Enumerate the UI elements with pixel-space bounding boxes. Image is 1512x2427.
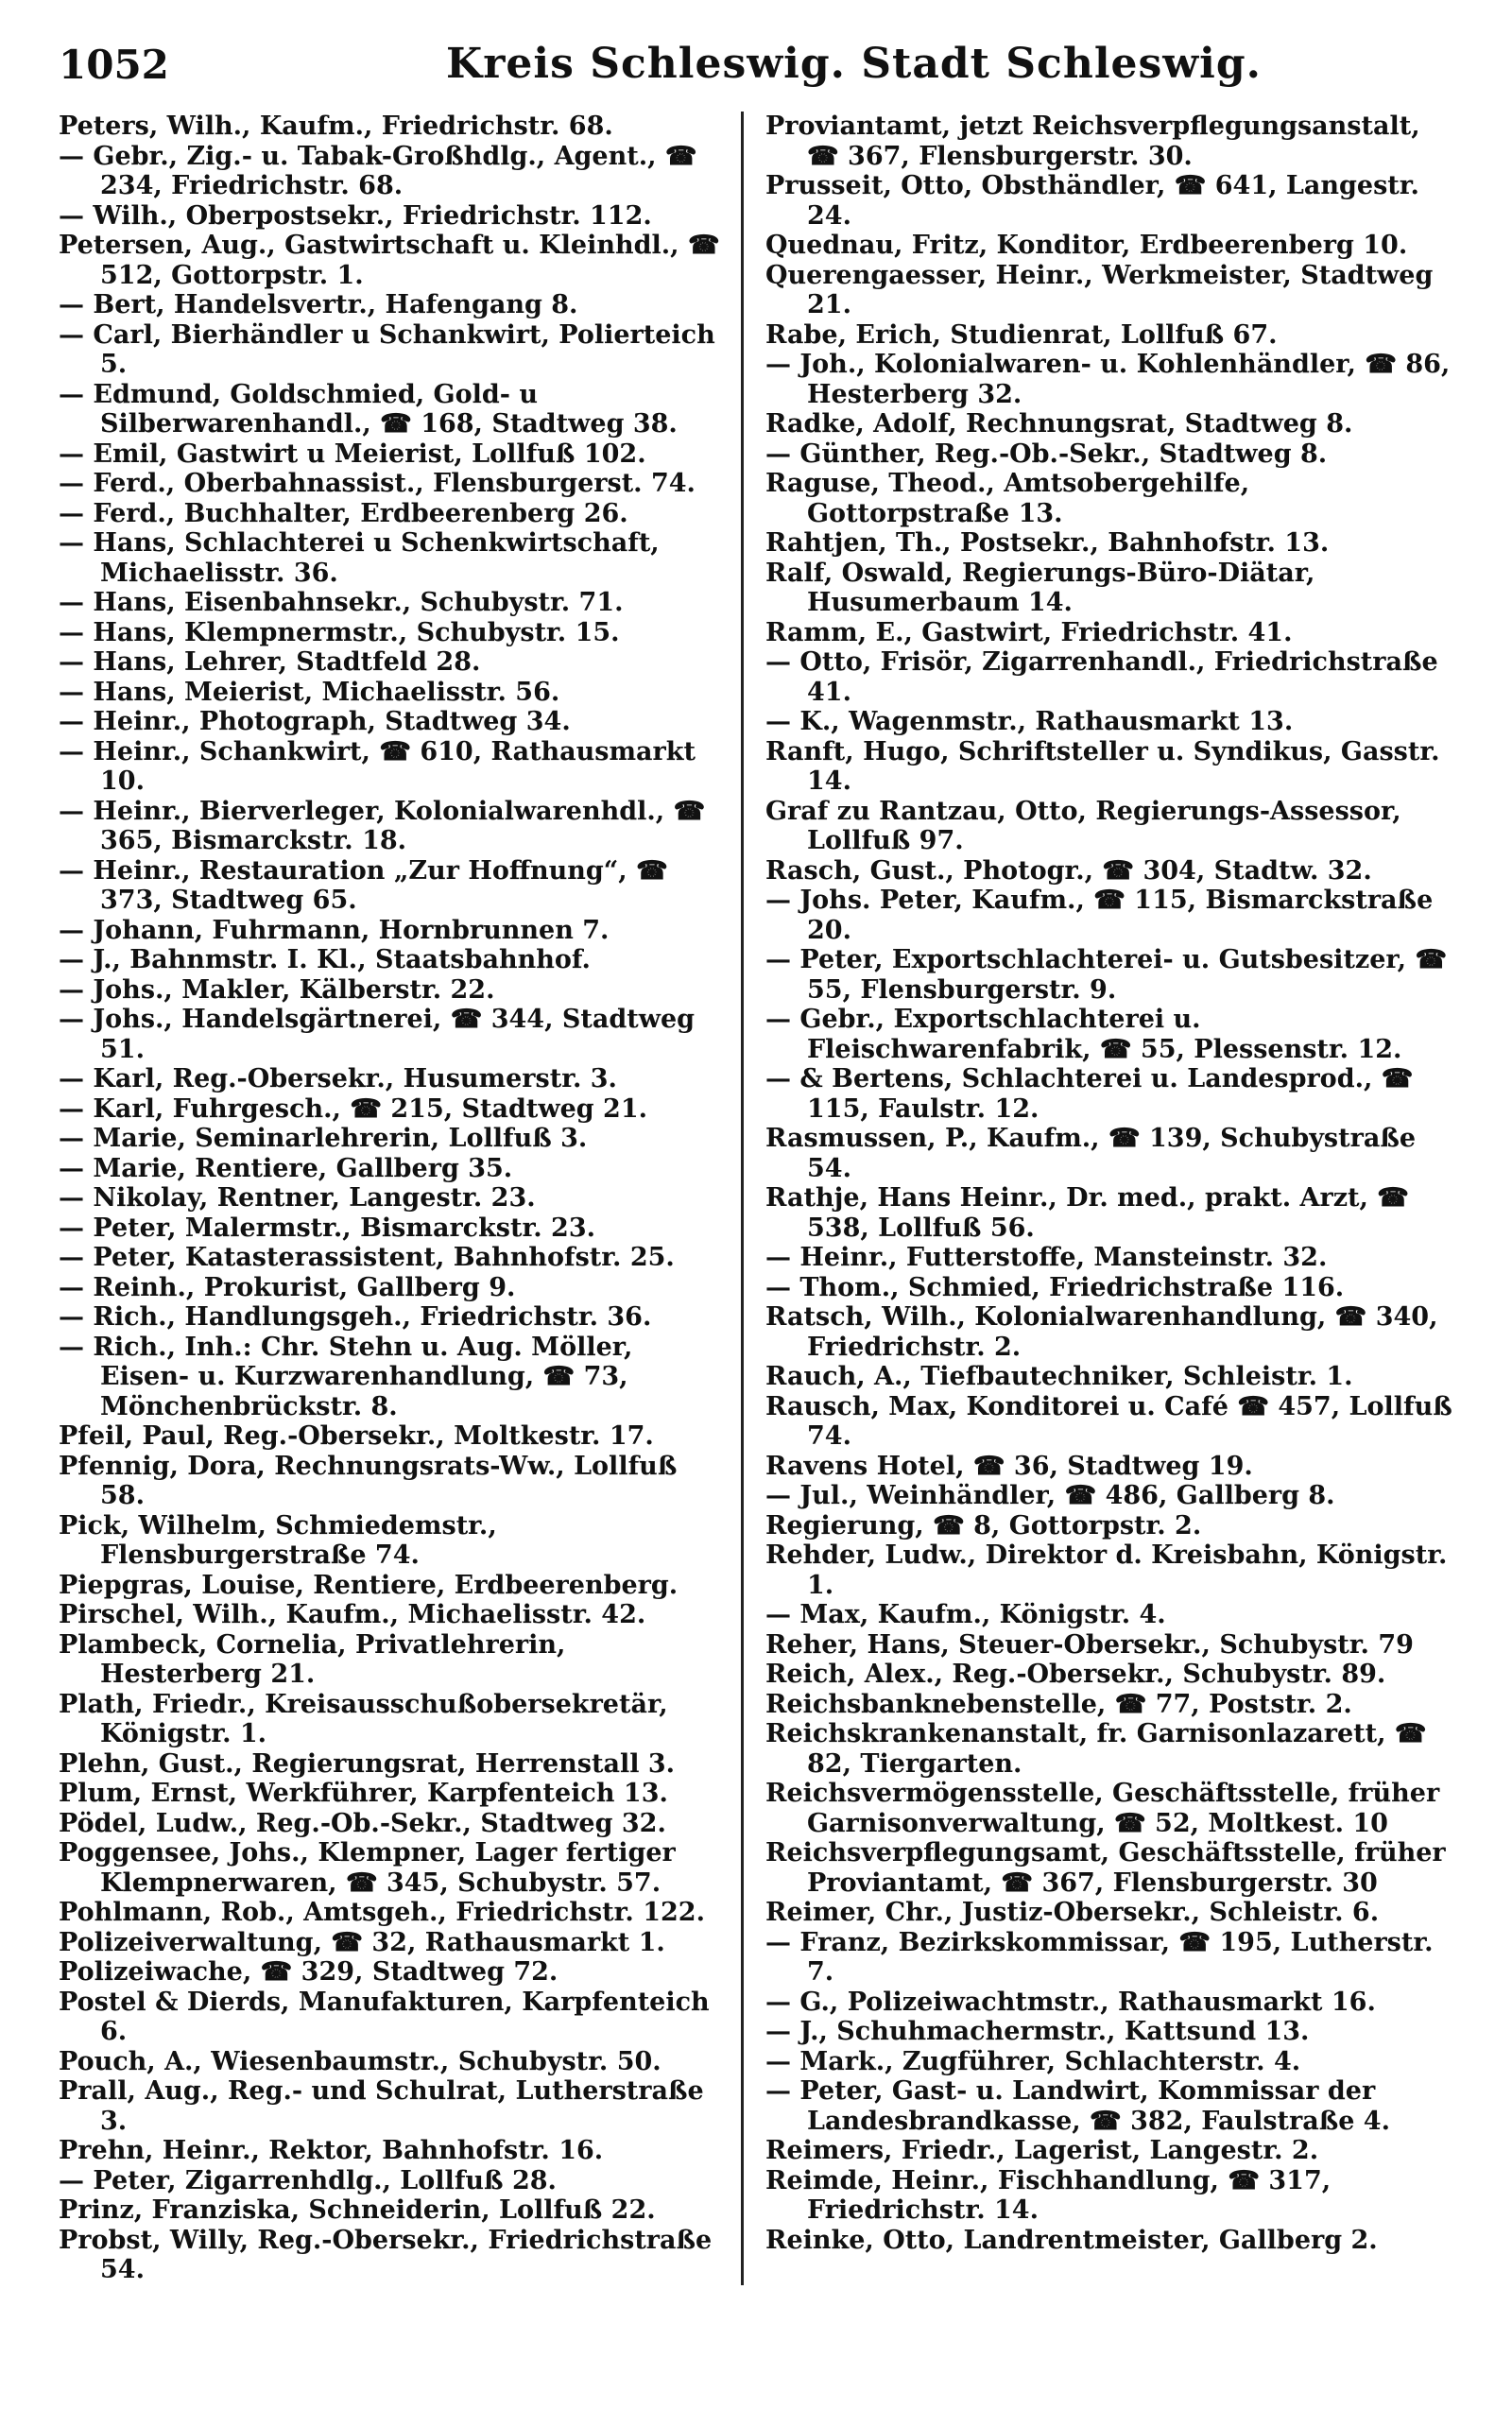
directory-entry: — J., Schuhmachermstr., Kattsund 13. <box>765 2017 1310 2046</box>
directory-entry: Rehder, Ludw., Direktor d. Kreisbahn, Königstr. 1. <box>765 1541 1448 1600</box>
directory-entry: — Hans, Schlachterei u Schenkwirtschaft, Michaelisstr. 36. <box>59 528 660 588</box>
directory-entry: — Jul., Weinhändler, ☎ 486, Gallberg 8. <box>765 1481 1335 1510</box>
directory-entry: Probst, Willy, Reg.-Obersekr., Friedrichstraße 54. <box>59 2225 713 2284</box>
directory-entry: — Carl, Bierhändler u Schankwirt, Polierteich 5. <box>59 319 715 379</box>
directory-entry: — Hans, Meierist, Michaelisstr. 56. <box>59 677 560 707</box>
directory-entry: Pohlmann, Rob., Amtsgeh., Friedrichstr. 122. <box>59 1898 705 1927</box>
directory-entry: Radke, Adolf, Rechnungsrat, Stadtweg 8. <box>765 409 1353 439</box>
directory-entry: Postel & Dierds, Manufakturen, Karpfenteich 6. <box>59 1987 710 2046</box>
directory-entry: Rauch, A., Tiefbautechniker, Schleistr. 1. <box>765 1362 1353 1391</box>
directory-entry: Querengaesser, Heinr., Werkmeister, Stadtweg 21. <box>765 260 1434 319</box>
directory-entry: Piepgras, Louise, Rentiere, Erdbeerenberg. <box>59 1570 679 1600</box>
directory-entry: — Joh., Kolonialwaren- u. Kohlenhändler, ☎ 86, Hesterberg 32. <box>765 350 1451 409</box>
directory-entry: Pödel, Ludw., Reg.-Ob.-Sekr., Stadtweg 32. <box>59 1808 666 1838</box>
directory-entry: — Heinr., Schankwirt, ☎ 610, Rathausmarkt 10. <box>59 736 696 796</box>
directory-entry: Pouch, A., Wiesenbaumstr., Schubystr. 50. <box>59 2046 662 2076</box>
directory-entry: Ratsch, Wilh., Kolonialwarenhandlung, ☎ 340, Friedrichstr. 2. <box>765 1302 1438 1362</box>
directory-entry: Prusseit, Otto, Obsthändler, ☎ 641, Langestr. 24. <box>765 171 1419 231</box>
directory-entry: Prehn, Heinr., Rektor, Bahnhofstr. 16. <box>59 2136 604 2165</box>
directory-entry: Polizeiverwaltung, ☎ 32, Rathausmarkt 1. <box>59 1927 665 1957</box>
directory-entry: Rathje, Hans Heinr., Dr. med., prakt. Arzt, ☎ 538, Lollfuß 56. <box>765 1183 1409 1243</box>
directory-entry: — Johs., Makler, Kälberstr. 22. <box>59 974 495 1005</box>
directory-entry: — Gebr., Zig.- u. Tabak-Großhdlg., Agent., ☎ 234, Friedrichstr. 68. <box>59 141 697 200</box>
directory-entry: Rausch, Max, Konditorei u. Café ☎ 457, Lollfuß 74. <box>765 1391 1452 1451</box>
directory-entry: — Hans, Eisenbahnsekr., Schubystr. 71. <box>59 588 624 617</box>
directory-entry: Plambeck, Cornelia, Privatlehrerin, Hesterberg 21. <box>59 1629 566 1689</box>
directory-entry: Prinz, Franziska, Schneiderin, Lollfuß 22. <box>59 2195 656 2225</box>
directory-entry: — & Bertens, Schlachterei u. Landesprod., ☎ 115, Faulstr. 12. <box>765 1064 1414 1124</box>
directory-entry: — Johs., Handelsgärtnerei, ☎ 344, Stadtweg 51. <box>59 1005 696 1064</box>
directory-entry: Pfeil, Paul, Reg.-Obersekr., Moltkestr. 17. <box>59 1421 654 1451</box>
directory-entry: Polizeiwache, ☎ 329, Stadtweg 72. <box>59 1957 558 1987</box>
directory-entry: — Karl, Fuhrgesch., ☎ 215, Stadtweg 21. <box>59 1093 648 1124</box>
directory-entry: — Max, Kaufm., Königstr. 4. <box>765 1600 1166 1629</box>
directory-entry: Quednau, Fritz, Konditor, Erdbeerenberg 10. <box>765 231 1408 260</box>
running-title: Kreis Schleswig. Stadt Schleswig. <box>446 40 1262 88</box>
directory-entry: Reimers, Friedr., Lagerist, Langestr. 2. <box>765 2136 1319 2165</box>
directory-entry: Reichsverpflegungsamt, Geschäftsstelle, früher Proviantamt, ☎ 367, Flensburgerstr. 30 <box>765 1838 1446 1898</box>
directory-entry: — Bert, Handelsvertr., Hafengang 8. <box>59 290 578 319</box>
directory-entry: — Karl, Reg.-Obersekr., Husumerstr. 3. <box>59 1064 617 1093</box>
directory-entry: Reichsvermögensstelle, Geschäftsstelle, früher Garnisonverwaltung, ☎ 52, Moltkest. 10 <box>765 1779 1440 1838</box>
directory-entry: — Heinr., Restauration „Zur Hoffnung“, ☎ 373, Stadtweg 65. <box>59 855 668 915</box>
directory-entry: Reimer, Chr., Justiz-Obersekr., Schleistr. 6. <box>765 1898 1380 1927</box>
directory-entry: — Hans, Lehrer, Stadtfeld 28. <box>59 647 481 677</box>
right-column <box>765 112 1457 2399</box>
directory-entry: — Peter, Katasterassistent, Bahnhofstr. 25. <box>59 1243 675 1272</box>
directory-entry: Prall, Aug., Reg.- und Schulrat, Lutherstraße 3. <box>59 2076 704 2136</box>
directory-entry: Plehn, Gust., Regierungsrat, Herrenstall 3. <box>59 1748 676 1779</box>
directory-entry: Peters, Wilh., Kaufm., Friedrichstr. 68. <box>59 112 613 141</box>
directory-entry: — K., Wagenmstr., Rathausmarkt 13. <box>765 707 1294 736</box>
page-header <box>59 36 1457 93</box>
directory-entry: Proviantamt, jetzt Reichsverpflegungsanstalt, ☎ 367, Flensburgerstr. 30. <box>765 112 1420 171</box>
directory-entry: Raguse, Theod., Amtsobergehilfe, Gottorpstraße 13. <box>765 469 1250 528</box>
directory-entry: Plath, Friedr., Kreisausschußobersekretär, Königstr. 1. <box>59 1689 668 1748</box>
directory-entry: Rasch, Gust., Photogr., ☎ 304, Stadtw. 32. <box>765 855 1372 886</box>
directory-entry: Ralf, Oswald, Regierungs-Büro-Diätar, Husumerbaum 14. <box>765 558 1315 617</box>
directory-entry: Reher, Hans, Steuer-Obersekr., Schubystr. 79 <box>765 1629 1414 1660</box>
directory-entry: Ravens Hotel, ☎ 36, Stadtweg 19. <box>765 1451 1253 1481</box>
directory-entry: Regierung, ☎ 8, Gottorpstr. 2. <box>765 1510 1202 1541</box>
directory-entry: — Nikolay, Rentner, Langestr. 23. <box>59 1183 536 1213</box>
directory-entry: Plum, Ernst, Werkführer, Karpfenteich 13. <box>59 1779 668 1808</box>
directory-entry: Poggensee, Johs., Klempner, Lager fertiger Klempnerwaren, ☎ 345, Schubystr. 57. <box>59 1838 676 1898</box>
directory-entry: Pfennig, Dora, Rechnungsrats-Ww., Lollfuß 58. <box>59 1451 678 1510</box>
directory-entry: — Thom., Schmied, Friedrichstraße 116. <box>765 1272 1345 1302</box>
directory-entry: — Johann, Fuhrmann, Hornbrunnen 7. <box>59 915 610 945</box>
directory-entry: — Heinr., Futterstoffe, Mansteinstr. 32. <box>765 1243 1328 1272</box>
directory-entry: — G., Polizeiwachtmstr., Rathausmarkt 16. <box>765 1987 1376 2017</box>
directory-entry: — J., Bahnmstr. I. Kl., Staatsbahnhof. <box>59 945 591 974</box>
directory-entry: — Marie, Seminarlehrerin, Lollfuß 3. <box>59 1124 588 1153</box>
directory-entry: — Otto, Frisör, Zigarrenhandl., Friedrichstraße 41. <box>765 647 1438 707</box>
directory-entry: — Peter, Zigarrenhdlg., Lollfuß 28. <box>59 2165 557 2195</box>
directory-entry: — Rich., Inh.: Chr. Stehn u. Aug. Möller, Eisen- u. Kurzwarenhandlung, ☎ 73, Mönchenbrückstr. 8. <box>59 1332 633 1421</box>
directory-entry: Reich, Alex., Reg.-Obersekr., Schubystr. 89. <box>765 1660 1386 1689</box>
directory-entry: Reichskrankenanstalt, fr. Garnisonlazarett, ☎ 82, Tiergarten. <box>765 1719 1427 1779</box>
directory-entry: — Emil, Gastwirt u Meierist, Lollfuß 102. <box>59 439 646 469</box>
directory-columns <box>59 112 1457 2399</box>
directory-entry: Rasmussen, P., Kaufm., ☎ 139, Schubystraße 54. <box>765 1124 1417 1183</box>
column-divider <box>741 112 744 2285</box>
directory-entry: — Edmund, Goldschmied, Gold- u Silberwarenhandl., ☎ 168, Stadtweg 38. <box>59 379 678 439</box>
directory-entry: — Günther, Reg.-Ob.-Sekr., Stadtweg 8. <box>765 439 1328 469</box>
directory-entry: — Ferd., Buchhalter, Erdbeerenberg 26. <box>59 498 628 528</box>
left-column <box>59 112 720 2399</box>
directory-entry: — Gebr., Exportschlachterei u. Fleischwarenfabrik, ☎ 55, Plessenstr. 12. <box>765 1005 1402 1064</box>
page-number: 1052 <box>59 42 169 88</box>
directory-entry: Pirschel, Wilh., Kaufm., Michaelisstr. 42. <box>59 1600 646 1629</box>
directory-entry: — Hans, Klempnermstr., Schubystr. 15. <box>59 617 620 647</box>
directory-entry: — Reinh., Prokurist, Gallberg 9. <box>59 1272 516 1302</box>
directory-entry: — Peter, Malermstr., Bismarckstr. 23. <box>59 1213 596 1243</box>
directory-entry: — Ferd., Oberbahnassist., Flensburgerst. 74. <box>59 469 696 498</box>
directory-entry: — Marie, Rentiere, Gallberg 35. <box>59 1153 513 1183</box>
directory-entry: Pick, Wilhelm, Schmiedemstr., Flensburgerstraße 74. <box>59 1510 497 1570</box>
directory-entry: Ramm, E., Gastwirt, Friedrichstr. 41. <box>765 617 1293 647</box>
directory-entry: Rahtjen, Th., Postsekr., Bahnhofstr. 13. <box>765 528 1330 558</box>
directory-entry: Ranft, Hugo, Schriftsteller u. Syndikus, Gasstr. 14. <box>765 736 1440 796</box>
directory-entry: — Rich., Handlungsgeh., Friedrichstr. 36. <box>59 1302 652 1332</box>
directory-entry: — Peter, Gast- u. Landwirt, Kommissar der Landesbrandkasse, ☎ 382, Faulstraße 4. <box>765 2076 1390 2136</box>
directory-entry: — Peter, Exportschlachterei- u. Gutsbesitzer, ☎ 55, Flensburgerstr. 9. <box>765 945 1448 1005</box>
directory-entry: Petersen, Aug., Gastwirtschaft u. Kleinhdl., ☎ 512, Gottorpstr. 1. <box>59 231 720 290</box>
directory-entry: — Wilh., Oberpostsekr., Friedrichstr. 112. <box>59 200 652 231</box>
directory-entry: Reimde, Heinr., Fischhandlung, ☎ 317, Friedrichstr. 14. <box>765 2165 1332 2225</box>
directory-entry: Reichsbanknebenstelle, ☎ 77, Poststr. 2. <box>765 1689 1352 1719</box>
directory-entry: — Franz, Bezirkskommissar, ☎ 195, Lutherstr. 7. <box>765 1927 1434 1987</box>
directory-entry: Reinke, Otto, Landrentmeister, Gallberg 2. <box>765 2225 1378 2255</box>
directory-entry: Rabe, Erich, Studienrat, Lollfuß 67. <box>765 319 1278 350</box>
directory-entry: — Heinr., Photograph, Stadtweg 34. <box>59 707 571 736</box>
directory-entry: — Mark., Zugführer, Schlachterstr. 4. <box>765 2046 1301 2076</box>
directory-entry: Graf zu Rantzau, Otto, Regierungs-Assessor, Lollfuß 97. <box>765 796 1401 855</box>
directory-entry: — Heinr., Bierverleger, Kolonialwarenhdl., ☎ 365, Bismarckstr. 18. <box>59 796 706 855</box>
directory-entry: — Johs. Peter, Kaufm., ☎ 115, Bismarckstraße 20. <box>765 886 1434 945</box>
